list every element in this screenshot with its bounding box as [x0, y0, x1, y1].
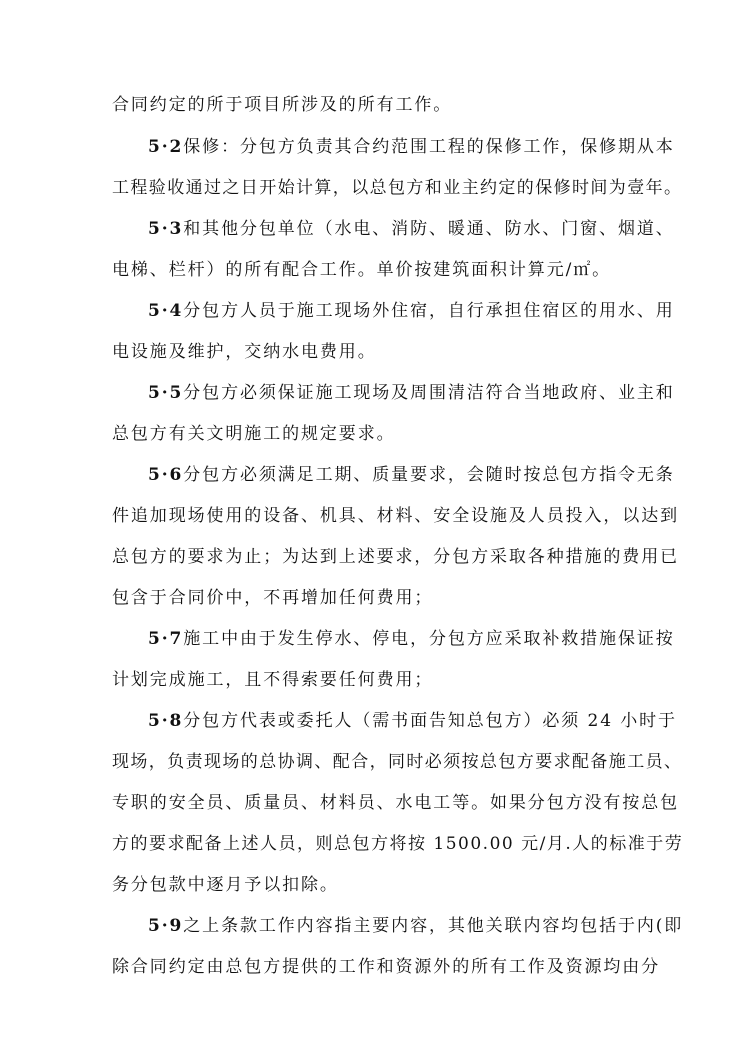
clause-number: 5·4 [148, 301, 184, 321]
clause-5-6-line: 5·6分包方必须满足工期、质量要求，会随时按总包方指令无条 [148, 465, 675, 485]
clause-number: 5·3 [148, 219, 184, 239]
clause-number: 5·7 [148, 629, 184, 649]
text-line: 总包方有关文明施工的规定要求。 [112, 424, 396, 444]
text-line: 电梯、栏杆）的所有配合工作。单价按建筑面积计算元/㎡。 [112, 260, 612, 280]
text-line: 总包方的要求为止；为达到上述要求，分包方采取各种措施的费用已 [112, 547, 679, 567]
clause-5-4-line: 5·4分包方人员于施工现场外住宿，自行承担住宿区的用水、用 [148, 301, 675, 321]
clause-number: 5·9 [148, 916, 184, 936]
clause-number: 5·2 [148, 137, 184, 157]
clause-5-5-line: 5·5分包方必须保证施工现场及周围清洁符合当地政府、业主和 [148, 383, 675, 403]
clause-5-8-line: 5·8分包方代表或委托人（需书面告知总包方）必须 24 小时于 [148, 711, 677, 731]
text-line: 方的要求配备上述人员，则总包方将按 1500.00 元/月.人的标准于劳 [112, 834, 684, 854]
clause-number: 5·5 [148, 383, 184, 403]
text-line: 专职的安全员、质量员、材料员、水电工等。如果分包方没有按总包 [112, 793, 679, 813]
text-line: 计划完成施工，且不得索要任何费用； [112, 670, 434, 690]
text-line: 包含于合同价中，不再增加任何费用； [112, 588, 434, 608]
text-line: 工程验收通过之日开始计算，以总包方和业主约定的保修时间为壹年。 [112, 178, 683, 198]
clause-5-2-line: 5·2保修：分包方负责其合约范围工程的保修工作，保修期从本 [148, 137, 675, 157]
clause-5-9-line: 5·9之上条款工作内容指主要内容，其他关联内容均包括于内(即 [148, 916, 684, 936]
clause-number: 5·6 [148, 465, 184, 485]
text-line: 除合同约定由总包方提供的工作和资源外的所有工作及资源均由分 [112, 957, 661, 977]
clause-5-7-line: 5·7施工中由于发生停水、停电，分包方应采取补救措施保证按 [148, 629, 675, 649]
text-line: 合同约定的所于项目所涉及的所有工作。 [112, 95, 453, 115]
clause-5-3-line: 5·3和其他分包单位（水电、消防、暖通、防水、门窗、烟道、 [148, 219, 675, 239]
clause-number: 5·8 [148, 711, 184, 731]
text-line: 务分包款中逐月予以扣除。 [112, 875, 339, 895]
text-line: 现场，负责现场的总协调、配合，同时必须按总包方要求配备施工员、 [112, 752, 683, 772]
text-line: 件追加现场使用的设备、机具、材料、安全设施及人员投入，以达到 [112, 506, 679, 526]
text-line: 电设施及维护，交纳水电费用。 [112, 342, 377, 362]
